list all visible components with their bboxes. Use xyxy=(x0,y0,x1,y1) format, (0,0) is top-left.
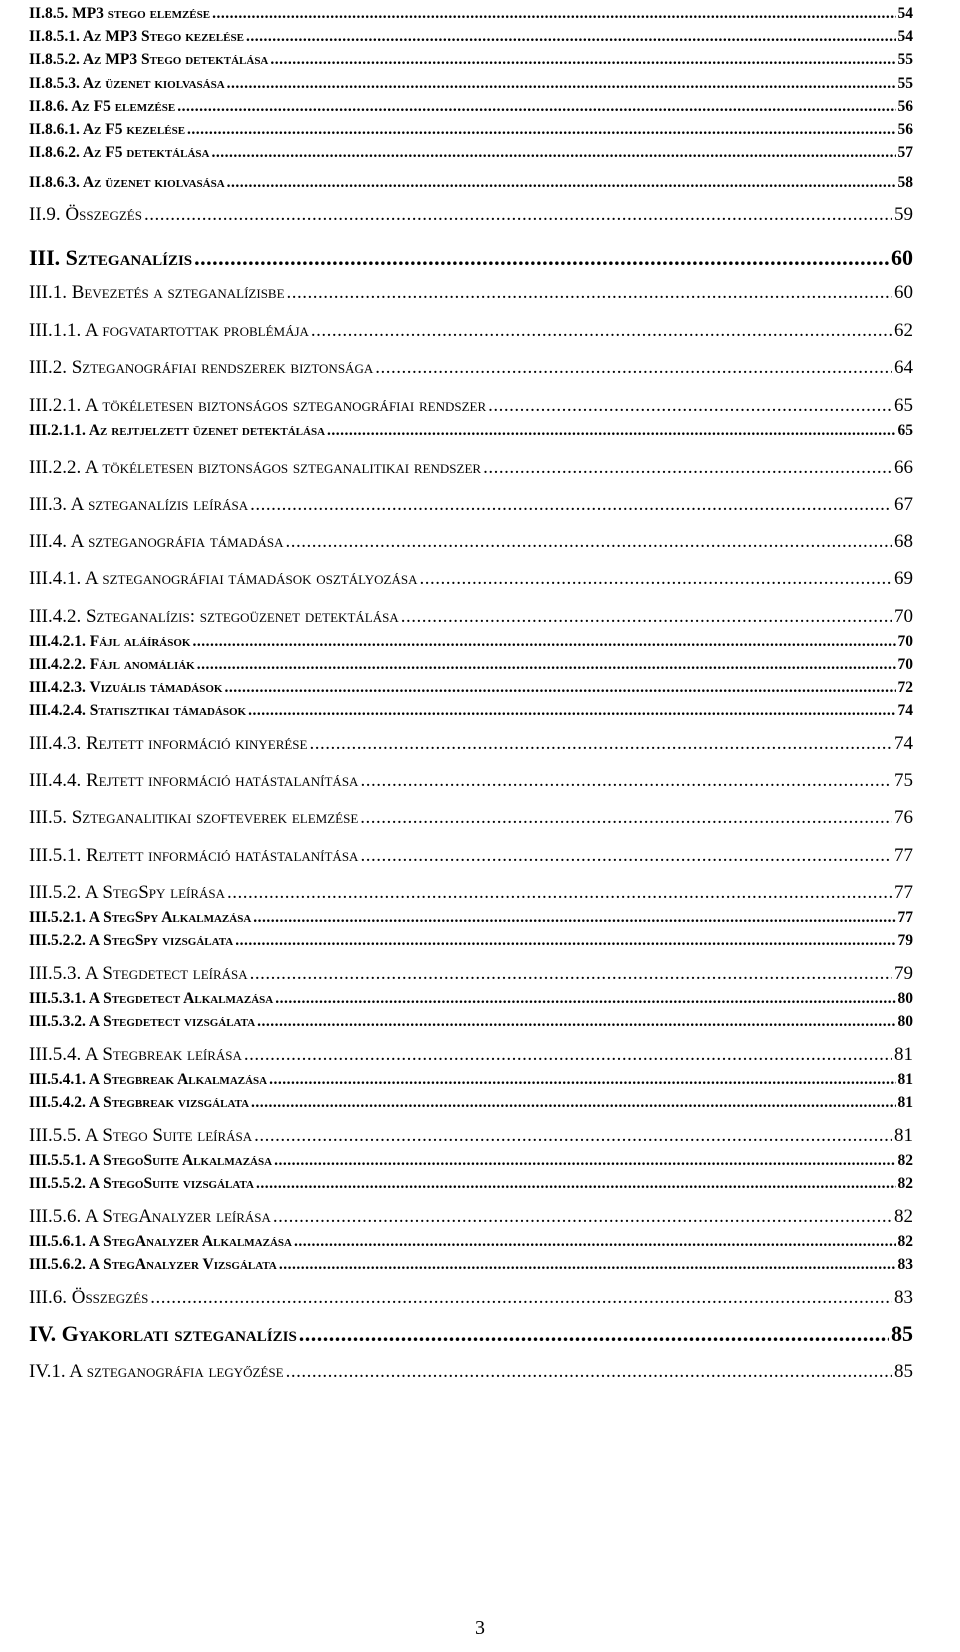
toc-page-number: 83 xyxy=(897,1256,913,1273)
toc-page-number: 55 xyxy=(897,75,913,92)
toc-entry[interactable] xyxy=(29,1257,913,1273)
toc-dot-leader xyxy=(270,52,895,68)
toc-entry[interactable] xyxy=(29,1207,913,1226)
toc-entry[interactable] xyxy=(29,883,913,902)
toc-entry-label: II.8.6.3. Az üzenet kiolvasása xyxy=(29,174,225,191)
toc-dot-leader xyxy=(253,910,895,926)
toc-entry-label: III.5. Szteganalitikai szofteverek elemzése xyxy=(29,807,359,828)
toc-entry-label: III.2.1.1. Az rejtjelzett üzenet detektálása xyxy=(29,422,326,439)
toc-page-number: 77 xyxy=(897,909,913,926)
toc-entry[interactable] xyxy=(29,808,913,827)
toc-page-number: 56 xyxy=(897,98,913,115)
toc-dot-leader xyxy=(286,1362,892,1381)
toc-entry-label: III.6. Összegzés xyxy=(29,1287,149,1308)
toc-entry[interactable] xyxy=(29,321,913,340)
toc-dot-leader xyxy=(256,1176,896,1192)
toc-entry[interactable] xyxy=(29,1288,913,1307)
toc-page-number: 77 xyxy=(894,882,913,903)
toc-entry-label: III.5.5.2. A StegoSuite vizsgálata xyxy=(29,1175,254,1192)
toc-dot-leader xyxy=(224,680,895,696)
toc-page-number: 75 xyxy=(894,770,913,791)
toc-entry-label: III.5.2. A StegSpy leírása xyxy=(29,882,226,903)
toc-entry-label: II.8.5. MP3 stego elemzése xyxy=(29,5,211,22)
toc-dot-leader xyxy=(227,76,896,92)
toc-page-number: 79 xyxy=(897,932,913,949)
toc-dot-leader xyxy=(248,703,895,719)
toc-entry[interactable] xyxy=(29,122,913,138)
toc-dot-leader xyxy=(327,423,895,439)
toc-dot-leader xyxy=(488,396,892,415)
toc-entry[interactable] xyxy=(29,283,913,302)
toc-entry-label: IV.1. A szteganográfia legyőzése xyxy=(29,1361,284,1382)
toc-entry[interactable] xyxy=(29,1014,913,1030)
toc-entry-label: III.5.4.1. A Stegbreak Alkalmazása xyxy=(29,1071,268,1088)
toc-entry[interactable] xyxy=(29,1095,913,1111)
toc-page-number: 62 xyxy=(894,320,913,341)
toc-entry-label: III.4.2.2. Fájl anomáliák xyxy=(29,656,195,673)
toc-entry[interactable] xyxy=(29,680,913,696)
toc-dot-leader xyxy=(299,1323,889,1345)
toc-dot-leader xyxy=(227,883,892,902)
toc-entry[interactable] xyxy=(29,145,913,161)
toc-page-number: 70 xyxy=(897,633,913,650)
toc-dot-leader xyxy=(212,6,895,22)
toc-dot-leader xyxy=(257,1014,895,1030)
toc-page-number: 54 xyxy=(897,5,913,22)
toc-page-number: 81 xyxy=(894,1044,913,1065)
toc-page-number: 81 xyxy=(897,1071,913,1088)
toc-dot-leader xyxy=(197,657,896,673)
toc-page-number: 82 xyxy=(894,1206,913,1227)
toc-dot-leader xyxy=(250,964,892,983)
toc-dot-leader xyxy=(246,29,896,45)
toc-entry[interactable] xyxy=(29,495,913,514)
toc-page-number: 85 xyxy=(891,1321,913,1346)
toc-entry[interactable] xyxy=(29,423,913,439)
toc-entry[interactable] xyxy=(29,657,913,673)
toc-dot-leader xyxy=(311,321,892,340)
toc-dot-leader xyxy=(235,933,895,949)
toc-entry-label: II.8.6.1. Az F5 kezelése xyxy=(29,121,186,138)
toc-dot-leader xyxy=(360,808,892,827)
toc-dot-leader xyxy=(150,1288,892,1307)
toc-entry[interactable] xyxy=(29,734,913,753)
toc-entry-label: III.4.3. Rejtett információ kinyerése xyxy=(29,733,308,754)
toc-entry[interactable] xyxy=(29,607,913,626)
toc-entry-label: III.4.2.3. Vizuális támadások xyxy=(29,679,223,696)
toc-dot-leader xyxy=(250,495,892,514)
toc-page-number: 60 xyxy=(891,245,913,270)
toc-entry-label: III.5.2.1. A StegSpy Alkalmazása xyxy=(29,909,252,926)
toc-entry-label: III.2. Szteganográfiai rendszerek biztonsága xyxy=(29,357,374,378)
toc-entry[interactable] xyxy=(29,1126,913,1145)
toc-entry[interactable] xyxy=(29,52,913,68)
toc-page-number: 58 xyxy=(897,174,913,191)
toc-dot-leader xyxy=(269,1072,895,1088)
toc-entry-label: III. Szteganalízis xyxy=(29,245,193,270)
toc-page-number: 83 xyxy=(894,1287,913,1308)
toc-page-number: 65 xyxy=(897,422,913,439)
toc-entry-label: III.1.1. A fogvatartottak problémája xyxy=(29,320,309,341)
toc-entry-label: III.5.6. A StegAnalyzer leírása xyxy=(29,1206,271,1227)
toc-entry-label: III.3. A szteganalízis leírása xyxy=(29,494,249,515)
toc-page-number: 67 xyxy=(894,494,913,515)
toc-entry-label: III.4.2.4. Statisztikai támadások xyxy=(29,702,247,719)
toc-dot-leader xyxy=(294,1234,896,1250)
toc-dot-leader xyxy=(279,1257,896,1273)
toc-entry[interactable] xyxy=(29,29,913,45)
toc-entry[interactable] xyxy=(29,1072,913,1088)
toc-entry[interactable] xyxy=(29,933,913,949)
toc-page-number: 57 xyxy=(897,144,913,161)
toc-entry[interactable] xyxy=(29,247,913,269)
toc-dot-leader xyxy=(227,175,896,191)
toc-dot-leader xyxy=(177,99,895,115)
toc-entry[interactable] xyxy=(29,1045,913,1064)
toc-page-number: 81 xyxy=(897,1094,913,1111)
toc-dot-leader xyxy=(244,1045,892,1064)
toc-entry[interactable] xyxy=(29,99,913,115)
toc-dot-leader xyxy=(273,1207,892,1226)
toc-dot-leader xyxy=(420,569,893,588)
toc-entry[interactable] xyxy=(29,358,913,377)
toc-entry-label: II.9. Összegzés xyxy=(29,204,142,225)
toc-page-number: 56 xyxy=(897,121,913,138)
toc-dot-leader xyxy=(187,122,895,138)
toc-page-number: 82 xyxy=(897,1233,913,1250)
toc-entry[interactable] xyxy=(29,964,913,983)
toc-entry-label: III.4.1. A szteganográfiai támadások osztályozása xyxy=(29,568,418,589)
toc-page-number: 72 xyxy=(897,679,913,696)
toc-entry[interactable] xyxy=(29,991,913,1007)
toc-entry-label: II.8.5.3. Az üzenet kiolvasása xyxy=(29,75,225,92)
toc-page-number: 77 xyxy=(894,845,913,866)
toc-dot-leader xyxy=(251,1095,895,1111)
toc-page-number: 54 xyxy=(897,28,913,45)
toc-dot-leader xyxy=(360,846,892,865)
toc-entry[interactable] xyxy=(29,1234,913,1250)
toc-entry[interactable] xyxy=(29,1362,913,1381)
toc-page-number: 70 xyxy=(897,656,913,673)
toc-page-number: 69 xyxy=(894,568,913,589)
toc-entry-label: II.8.6. Az F5 elemzése xyxy=(29,98,176,115)
toc-dot-leader xyxy=(483,458,892,477)
toc-entry-label: III.1. Bevezetés a szteganalízisbe xyxy=(29,282,285,303)
toc-page-number: 76 xyxy=(894,807,913,828)
toc-entry[interactable] xyxy=(29,76,913,92)
toc-page-number: 66 xyxy=(894,457,913,478)
toc-entry-label: III.5.6.1. A StegAnalyzer Alkalmazása xyxy=(29,1233,292,1250)
toc-page-number: 68 xyxy=(894,531,913,552)
toc-entry-label: III.5.3.2. A Stegdetect vizsgálata xyxy=(29,1013,256,1030)
toc-entry-label: II.8.5.1. Az MP3 Stego kezelése xyxy=(29,28,244,45)
toc-page-number: 74 xyxy=(894,733,913,754)
toc-entry-label: III.5.4.2. A Stegbreak vizsgálata xyxy=(29,1094,250,1111)
toc-dot-leader xyxy=(194,247,889,269)
toc-entry[interactable] xyxy=(29,846,913,865)
toc-entry-label: III.5.3.1. A Stegdetect Alkalmazása xyxy=(29,990,274,1007)
toc-page-number: 60 xyxy=(894,282,913,303)
toc-page-number: 70 xyxy=(894,606,913,627)
toc-dot-leader xyxy=(192,634,895,650)
toc-entry[interactable] xyxy=(29,532,913,551)
toc-dot-leader xyxy=(275,991,895,1007)
toc-dot-leader xyxy=(286,532,892,551)
toc-entry[interactable] xyxy=(29,1323,913,1345)
toc-page-number: 55 xyxy=(897,51,913,68)
toc-dot-leader xyxy=(254,1126,892,1145)
toc-page-number: 80 xyxy=(897,1013,913,1030)
toc-entry-label: IV. Gyakorlati szteganalízis xyxy=(29,1321,297,1346)
toc-entry-label: III.5.5.1. A StegoSuite Alkalmazása xyxy=(29,1152,273,1169)
toc-page-number: 82 xyxy=(897,1175,913,1192)
toc-entry[interactable] xyxy=(29,1153,913,1169)
toc-dot-leader xyxy=(401,607,892,626)
toc-entry-label: III.2.2. A tökéletesen biztonságos szteganalitikai rendszer xyxy=(29,457,482,478)
toc-dot-leader xyxy=(360,771,892,790)
toc-dot-leader xyxy=(144,205,892,224)
toc-page-number: 65 xyxy=(894,395,913,416)
toc-entry[interactable] xyxy=(29,910,913,926)
page-number-footer: 3 xyxy=(475,1617,485,1639)
toc-dot-leader xyxy=(287,283,892,302)
toc-entry[interactable] xyxy=(29,569,913,588)
toc-page-number: 74 xyxy=(897,702,913,719)
toc-entry[interactable] xyxy=(29,396,913,415)
toc-entry[interactable] xyxy=(29,175,913,191)
toc-entry[interactable] xyxy=(29,1176,913,1192)
toc-page-number: 82 xyxy=(897,1152,913,1169)
toc-entry[interactable] xyxy=(29,6,913,22)
toc-page-number: 81 xyxy=(894,1125,913,1146)
toc-entry[interactable] xyxy=(29,458,913,477)
toc-entry-label: III.5.1. Rejtett információ hatástalanítása xyxy=(29,845,359,866)
toc-entry-label: II.8.5.2. Az MP3 Stego detektálása xyxy=(29,51,269,68)
toc-entry-label: III.4. A szteganográfia támadása xyxy=(29,531,284,552)
toc-entry[interactable] xyxy=(29,634,913,650)
toc-entry-label: III.4.2.1. Fájl aláírások xyxy=(29,633,191,650)
toc-entry-label: III.4.4. Rejtett információ hatástalanítása xyxy=(29,770,359,791)
toc-page-number: 80 xyxy=(897,990,913,1007)
toc-page-number: 64 xyxy=(894,357,913,378)
toc-entry-label: III.4.2. Szteganalízis: sztegoüzenet detektálása xyxy=(29,606,399,627)
toc-entry-label: II.8.6.2. Az F5 detektálása xyxy=(29,144,210,161)
toc-page-number: 85 xyxy=(894,1361,913,1382)
toc-entry-label: III.5.6.2. A StegAnalyzer Vizsgálata xyxy=(29,1256,277,1273)
toc-dot-leader xyxy=(309,734,892,753)
toc-dot-leader xyxy=(211,145,895,161)
toc-entry-label: III.5.2.2. A StegSpy vizsgálata xyxy=(29,932,234,949)
toc-entry-label: III.2.1. A tökéletesen biztonságos szteganográfiai rendszer xyxy=(29,395,487,416)
toc-entry[interactable] xyxy=(29,205,913,224)
toc-entry-label: III.5.3. A Stegdetect leírása xyxy=(29,963,248,984)
toc-entry[interactable] xyxy=(29,771,913,790)
toc-entry-label: III.5.5. A Stego Suite leírása xyxy=(29,1125,253,1146)
toc-page-number: 79 xyxy=(894,963,913,984)
toc-dot-leader xyxy=(375,358,892,377)
toc-page-number: 59 xyxy=(894,204,913,225)
toc-entry[interactable] xyxy=(29,703,913,719)
toc-entry-label: III.5.4. A Stegbreak leírása xyxy=(29,1044,242,1065)
toc-dot-leader xyxy=(274,1153,895,1169)
